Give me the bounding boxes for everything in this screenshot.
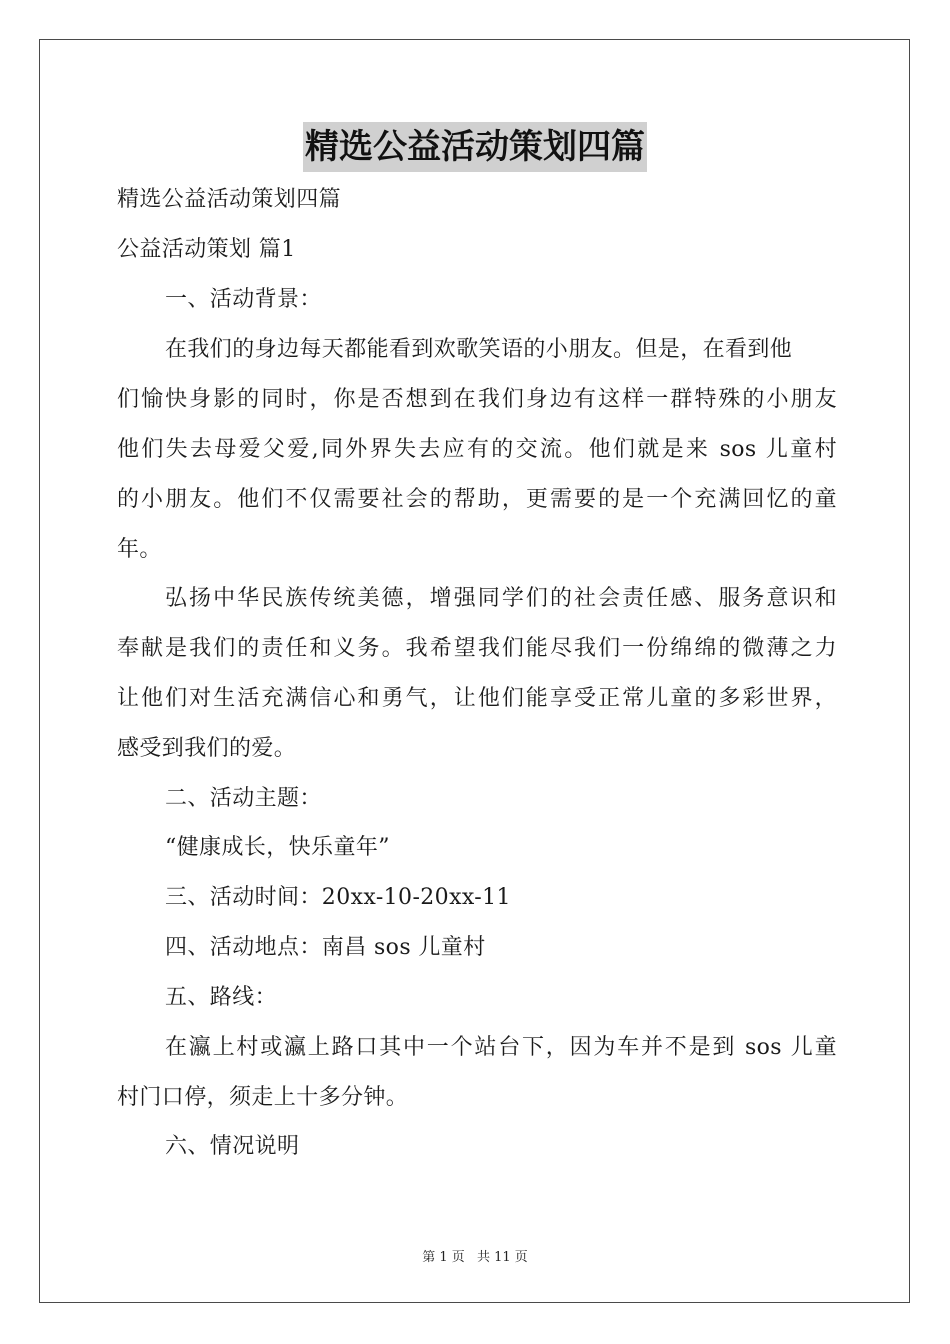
paragraph-line: 们愉快身影的同时，你是否想到在我们身边有这样一群特殊的小朋友 <box>117 387 837 412</box>
heading-time: 三、活动时间：20xx-10-20xx-11 <box>165 885 511 910</box>
heading-theme: 二、活动主题： <box>165 786 322 811</box>
paragraph-line: 的小朋友。他们不仅需要社会的帮助，更需要的是一个充满回忆的童 <box>117 487 837 512</box>
section-heading: 公益活动策划 篇1 <box>117 237 296 262</box>
paragraph-line: 村门口停，须走上十多分钟。 <box>117 1085 409 1110</box>
page-number: 第 1 页 <box>422 1250 465 1265</box>
heading-location: 四、活动地点：南昌 sos 儿童村 <box>165 935 486 960</box>
paragraph-line: 年。 <box>117 537 162 562</box>
paragraph-line: 在我们的身边每天都能看到欢歌笑语的小朋友。但是，在看到他 <box>165 337 793 362</box>
page-footer <box>0 1248 950 1268</box>
document-title: 精选公益活动策划四篇 <box>303 122 647 172</box>
paragraph-line: 奉献是我们的责任和义务。我希望我们能尽我们一份绵绵的微薄之力 <box>117 636 837 661</box>
theme-text: “健康成长，快乐童年” <box>165 835 390 860</box>
paragraph-line: 让他们对生活充满信心和勇气，让他们能享受正常儿童的多彩世界， <box>117 686 837 711</box>
paragraph-line: 弘扬中华民族传统美德，增强同学们的社会责任感、服务意识和 <box>165 586 837 611</box>
heading-background: 一、活动背景： <box>165 287 322 312</box>
paragraph-line: 感受到我们的爱。 <box>117 736 297 761</box>
subtitle: 精选公益活动策划四篇 <box>117 187 342 212</box>
paragraph-line: 他们失去母爱父爱,同外界失去应有的交流。他们就是来 sos 儿童村 <box>117 437 837 462</box>
title-container <box>0 122 950 172</box>
heading-notes: 六、情况说明 <box>165 1134 300 1159</box>
page-border <box>39 39 910 1303</box>
paragraph-line: 在瀛上村或瀛上路口其中一个站台下，因为车并不是到 sos 儿童 <box>165 1035 837 1060</box>
page-total: 共 11 页 <box>476 1250 528 1265</box>
heading-route: 五、路线： <box>165 985 278 1010</box>
